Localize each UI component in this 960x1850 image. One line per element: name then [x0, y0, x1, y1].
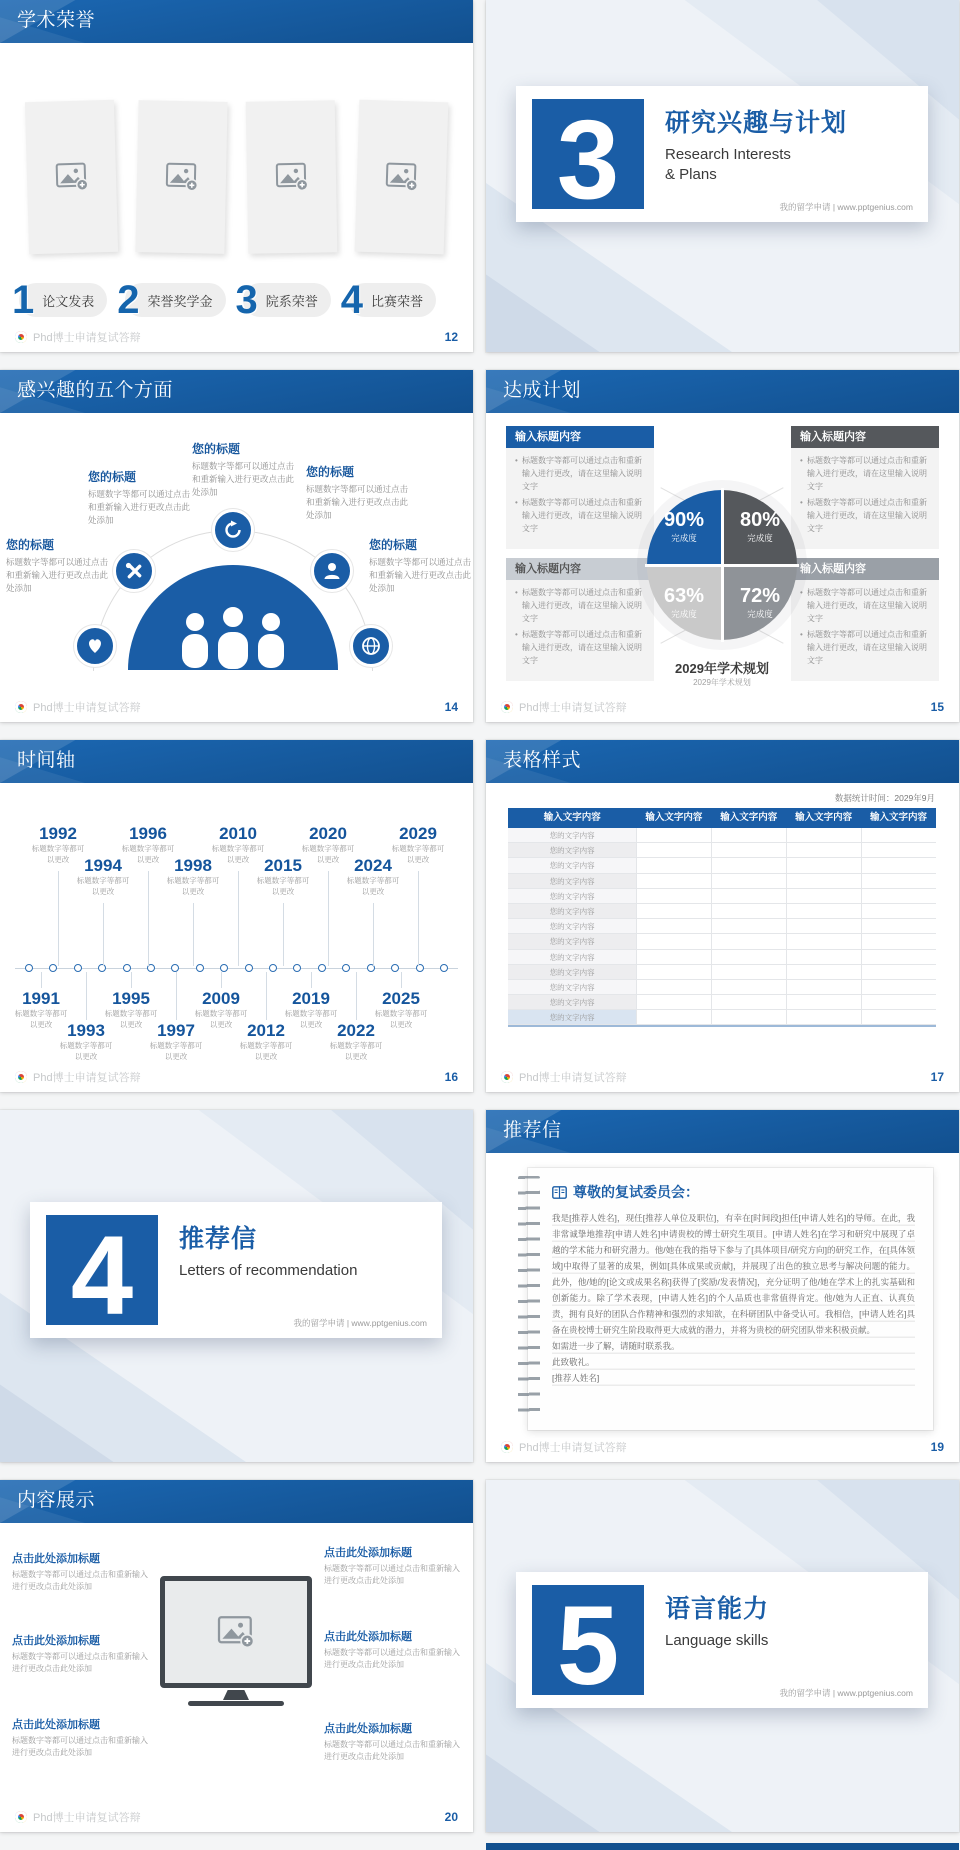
table-cell-empty — [711, 995, 786, 1009]
page-number: 12 — [444, 330, 458, 344]
plan-box-topleft: 输入标题内容 • 标题数字等都可以通过点击和重新输入进行更改，请在这里输入说明文字 • 标题数字等都可以通过点击和重新输入进行更改，请在这里输入说明文字 — [506, 426, 654, 549]
table-cell-empty — [861, 889, 936, 903]
table-row — [508, 843, 936, 858]
slide-15[interactable] — [486, 370, 959, 722]
tools-icon — [113, 550, 155, 592]
brand-text: Phd博士申请复试答辩 — [33, 332, 141, 344]
table-header-cell: 输入文字内容 — [645, 812, 703, 823]
section-card — [516, 1572, 928, 1708]
item-label: 论文发表 — [19, 283, 107, 317]
item-number: 1 — [12, 278, 35, 322]
table-cell: 您的文字内容 — [508, 828, 636, 842]
brand-text: Phd博士申请复试答辩 — [519, 1442, 627, 1454]
table-cell-empty — [711, 889, 786, 903]
slide-20[interactable] — [0, 1480, 473, 1832]
page-number: 14 — [444, 700, 458, 714]
table-cell-empty — [861, 1010, 936, 1024]
slide-footer — [501, 1069, 944, 1085]
brand-logo-icon — [15, 1071, 27, 1083]
table-cell-empty — [636, 934, 711, 948]
table-cell-empty — [636, 919, 711, 933]
tv-screen-placeholder[interactable] — [160, 1576, 312, 1688]
image-placeholder-icon — [384, 161, 419, 192]
timeline-entry: 2024 标题数字等都可以更改 — [345, 857, 401, 901]
table-cell-empty — [786, 904, 861, 918]
table-cell-empty — [711, 843, 786, 857]
table-cell-empty — [636, 965, 711, 979]
feature-label: 您的标题 标题数字等都可以通过点击和重新输入进行更改点击此处添加 — [6, 538, 109, 594]
credit-text: 我的留学申请 | www.pptgenius.com — [779, 1688, 913, 1698]
timeline-entry: 1991 标题数字等都可以更改 — [13, 990, 69, 1034]
section-number: 3 — [556, 97, 620, 223]
table-cell-empty — [711, 934, 786, 948]
slide-16[interactable] — [0, 740, 473, 1092]
feature-label: 您的标题 标题数字等都可以通过点击和重新输入进行更改点击此处添加 — [306, 465, 409, 521]
timeline-entry: 2015 标题数字等都可以更改 — [255, 857, 311, 901]
section-text — [665, 103, 914, 184]
slide-title-bar — [0, 0, 473, 43]
section-title: 语言能力 — [665, 1595, 770, 1623]
section-number-box — [532, 97, 644, 223]
data-table — [508, 808, 936, 1027]
spiral-binding — [518, 1176, 540, 1422]
item-number: 3 — [235, 278, 258, 322]
slide-12[interactable] — [0, 0, 473, 352]
photo-placeholder[interactable] — [135, 100, 227, 254]
table-cell: 您的文字内容 — [508, 980, 636, 994]
globe-icon — [350, 625, 392, 667]
section-card — [30, 1202, 442, 1338]
brand-logo-icon — [501, 1071, 513, 1083]
brand-text: Phd博士申请复试答辩 — [519, 702, 627, 714]
slide-title-bar — [486, 740, 959, 783]
table-cell-empty — [711, 980, 786, 994]
slide-title-bar — [0, 1480, 473, 1523]
section-card — [516, 86, 928, 222]
recycle-icon — [212, 509, 254, 551]
letter-salutation: 尊敬的复试委员会： — [552, 1182, 915, 1202]
feature-label: 您的标题 标题数字等都可以通过点击和重新输入进行更改点击此处添加 — [369, 538, 472, 594]
table-cell: 您的文字内容 — [508, 858, 636, 872]
plan-box-bottomleft: 输入标题内容 • 标题数字等都可以通过点击和重新输入进行更改，请在这里输入说明文字 • 标题数字等都可以通过点击和重新输入进行更改，请在这里输入说明文字 — [506, 558, 654, 681]
slide-title: 内容展示 — [17, 1490, 96, 1511]
timeline-entry: 2029 标题数字等都可以更改 — [390, 825, 446, 869]
slide-title-bar — [486, 370, 959, 413]
plan-box-bottomright: 输入标题内容 • 标题数字等都可以通过点击和重新输入进行更改，请在这里输入说明文字 • 标题数字等都可以通过点击和重新输入进行更改，请在这里输入说明文字 — [791, 558, 939, 681]
table-cell-empty — [861, 995, 936, 1009]
section-number: 4 — [70, 1213, 134, 1339]
slide-title-bar — [486, 1110, 959, 1153]
table-cell-empty — [786, 965, 861, 979]
table-cell-empty — [636, 980, 711, 994]
brand-logo-icon — [15, 1811, 27, 1823]
item-number: 4 — [340, 278, 364, 322]
table-cell-empty — [711, 874, 786, 888]
timeline-entry: 1998 标题数字等都可以更改 — [165, 857, 221, 901]
pie-label-90: 90% 完成度 — [663, 509, 705, 543]
slide-title: 感兴趣的五个方面 — [17, 380, 174, 401]
table-cell: 您的文字内容 — [508, 904, 636, 918]
table-cell-empty — [861, 904, 936, 918]
table-cell-empty — [786, 950, 861, 964]
brand-text: Phd博士申请复试答辩 — [33, 1072, 141, 1084]
feature-label: 您的标题 标题数字等都可以通过点击和重新输入进行更改点击此处添加 — [192, 442, 295, 498]
brand-text: Phd博士申请复试答辩 — [519, 1072, 627, 1084]
brand-text: Phd博士申请复试答辩 — [33, 702, 141, 714]
section-number-box — [46, 1213, 158, 1339]
table-cell-empty — [711, 919, 786, 933]
timeline-entry: 2010 标题数字等都可以更改 — [210, 825, 266, 869]
timeline-entry: 1992 标题数字等都可以更改 — [30, 825, 86, 869]
image-placeholder-icon — [274, 162, 309, 193]
table-cell: 您的文字内容 — [508, 995, 636, 1009]
letter-page — [528, 1168, 933, 1430]
slide-18[interactable] — [0, 1110, 473, 1462]
table-cell-empty — [711, 965, 786, 979]
table-cell-empty — [861, 828, 936, 842]
table-cell: 您的文字内容 — [508, 843, 636, 857]
letter-body: 我是[推荐人姓名]，现任[推荐人单位及职位]，有幸在[时间段]担任[申请人姓名]的导师。在此，我非常诚挚地推荐[申请人姓名]申请贵校的博士研究生项目。[申请人姓名]在学习和研究中展现了卓越的学术能力和研究潜力。他/她在我的指导下参与了[具体项目/研究方向]的研究工作，在[具体领域]中取得了显著的成果，例如[具体成果或贡献]，并展现了出色的独立思考与解决问题的能力。此外，他/她的[论文或成果名称]获得了[奖励/发表情况]，充分证明了他/她在学术上的扎实基础和创新能力。除了学术表现，[申请人姓名]的个人品质也非常值得肯定。他/她为人正直、认真负责，拥有良好的团队合作精神和强烈的求知欲，在科研团队中备受认可。我相信，[申请人姓名]具备在贵校博士研究生阶段取得更大成就的潜力，并将为贵校的研究团队带来积极贡献。 — [552, 1210, 915, 1338]
feature-label: 您的标题 标题数字等都可以通过点击和重新输入进行更改点击此处添加 — [88, 470, 191, 526]
table-cell-empty — [861, 858, 936, 872]
slide-19[interactable] — [486, 1110, 959, 1462]
timeline-entry: 1994 标题数字等都可以更改 — [75, 857, 131, 901]
numbered-label-4 — [340, 278, 436, 322]
letter-signature: [推荐人姓名] — [552, 1370, 915, 1386]
tv-stand-neck — [223, 1690, 249, 1700]
table-cell-empty — [711, 858, 786, 872]
table-cell-empty — [636, 950, 711, 964]
timeline-entry: 1995 标题数字等都可以更改 — [103, 990, 159, 1034]
table-row — [508, 934, 936, 949]
table-row — [508, 858, 936, 873]
table-cell-empty — [786, 995, 861, 1009]
table-row — [508, 828, 936, 843]
slide-title: 时间轴 — [17, 750, 76, 771]
image-placeholder-icon — [216, 1615, 256, 1649]
table-cell-empty — [636, 904, 711, 918]
table-cell-empty — [786, 1010, 861, 1024]
content-block: 点击此处添加标题 标题数字等都可以通过点击和重新输入进行更改点击此处添加 — [324, 1631, 460, 1669]
item-label: 荣誉奖学金 — [125, 283, 226, 317]
table-cell-empty — [861, 874, 936, 888]
table-cell: 您的文字内容 — [508, 919, 636, 933]
table-cell-empty — [861, 919, 936, 933]
table-header-cell: 输入文字内容 — [720, 812, 778, 823]
slide-footer — [15, 1069, 458, 1085]
slide-footer — [15, 699, 458, 715]
people-group-icon — [169, 606, 297, 670]
section-subtitle: Letters of recommendation — [179, 1262, 358, 1279]
person-icon — [311, 550, 353, 592]
timeline-entry: 2022 标题数字等都可以更改 — [328, 1022, 384, 1066]
slide-title: 学术荣誉 — [17, 10, 96, 31]
content-block: 点击此处添加标题 标题数字等都可以通过点击和重新输入进行更改点击此处添加 — [324, 1723, 460, 1761]
slide-14[interactable] — [0, 370, 473, 722]
table-cell: 您的文字内容 — [508, 934, 636, 948]
timeline-entry: 2012 标题数字等都可以更改 — [238, 1022, 294, 1066]
table-cell-empty — [636, 995, 711, 1009]
timeline-entry: 1997 标题数字等都可以更改 — [148, 1022, 204, 1066]
heart-icon — [74, 625, 116, 667]
brand-logo-icon — [15, 701, 27, 713]
item-label: 比赛荣誉 — [348, 283, 436, 317]
slide-footer — [501, 1439, 944, 1455]
image-placeholder-icon — [164, 162, 199, 193]
section-title: 推荐信 — [179, 1225, 258, 1253]
table-cell-empty — [636, 843, 711, 857]
slide-footer — [501, 699, 944, 715]
table-cell-empty — [711, 904, 786, 918]
section-text — [665, 1589, 914, 1651]
table-row — [508, 904, 936, 919]
photo-cards — [0, 43, 473, 253]
table-cell-empty — [786, 980, 861, 994]
table-cell-empty — [861, 950, 936, 964]
brand-logo-icon — [501, 1441, 513, 1453]
section-text — [179, 1219, 428, 1281]
content-block: 点击此处添加标题 标题数字等都可以通过点击和重新输入进行更改点击此处添加 — [12, 1635, 148, 1673]
slide-title: 达成计划 — [503, 380, 582, 401]
brand-text: Phd博士申请复试答辩 — [33, 1812, 141, 1824]
table-cell: 您的文字内容 — [508, 874, 636, 888]
timeline-entry: 1996 标题数字等都可以更改 — [120, 825, 176, 869]
numbered-label-3 — [235, 278, 331, 322]
table-row — [508, 950, 936, 965]
table-header-cell: 输入文字内容 — [543, 812, 601, 823]
table-cell-empty — [786, 889, 861, 903]
slide-17[interactable] — [486, 740, 959, 1092]
photo-placeholder[interactable] — [25, 100, 118, 254]
timeline-entry: 2025 标题数字等都可以更改 — [373, 990, 429, 1034]
letter-closing: 如需进一步了解，请随时联系我。 — [552, 1338, 915, 1354]
credit-text: 我的留学申请 | www.pptgenius.com — [293, 1318, 427, 1328]
item-label: 院系荣誉 — [243, 283, 331, 317]
content-block: 点击此处添加标题 标题数字等都可以通过点击和重新输入进行更改点击此处添加 — [12, 1719, 148, 1757]
slide-footer — [15, 329, 458, 345]
letter-regards: 此致敬礼。 — [552, 1354, 915, 1370]
table-cell-empty — [711, 828, 786, 842]
table-cell-empty — [861, 980, 936, 994]
table-cell-empty — [786, 858, 861, 872]
brand-logo-icon — [15, 331, 27, 343]
section-number-box — [532, 1583, 644, 1709]
page-number: 20 — [444, 1810, 458, 1824]
slide-13[interactable] — [486, 0, 959, 352]
page-number: 15 — [930, 700, 944, 714]
table-cell-empty — [861, 843, 936, 857]
table-row — [508, 965, 936, 980]
timeline-entry: 2020 标题数字等都可以更改 — [300, 825, 356, 869]
pie-divider — [645, 564, 799, 567]
table-cell-empty — [786, 934, 861, 948]
table-cell-empty — [636, 1010, 711, 1024]
credit-text: 我的留学申请 | www.pptgenius.com — [779, 202, 913, 212]
table-cell-empty — [636, 874, 711, 888]
slide-title-bar — [0, 740, 473, 783]
numbered-label-2 — [117, 278, 225, 322]
pie-label-72: 72% 完成度 — [739, 585, 781, 619]
table-cell-empty — [786, 874, 861, 888]
pie-label-63: 63% 完成度 — [663, 585, 705, 619]
table-row — [508, 980, 936, 995]
table-cell-empty — [636, 858, 711, 872]
section-subtitle: Research Interests & Plans — [665, 146, 791, 183]
table-header-cell: 输入文字内容 — [870, 812, 928, 823]
page-number: 17 — [930, 1070, 944, 1084]
slide-footer — [15, 1809, 458, 1825]
next-slide-edge — [486, 1843, 959, 1850]
table-row — [508, 1010, 936, 1025]
slide-title: 表格样式 — [503, 750, 582, 771]
item-number: 2 — [117, 278, 140, 322]
pie-label-80: 80% 完成度 — [739, 509, 781, 543]
numbered-label-1 — [12, 278, 107, 322]
table-cell: 您的文字内容 — [508, 1010, 636, 1024]
timeline-entry: 2009 标题数字等都可以更改 — [193, 990, 249, 1034]
table-header-cell: 输入文字内容 — [795, 812, 853, 823]
timeline-entry: 1993 标题数字等都可以更改 — [58, 1022, 114, 1066]
slide-title-bar — [0, 370, 473, 413]
table-cell: 您的文字内容 — [508, 965, 636, 979]
chart-subcaption: 2029年学术规划 — [693, 678, 751, 687]
page-number: 19 — [930, 1440, 944, 1454]
table-cell-empty — [786, 843, 861, 857]
table-cell-empty — [786, 828, 861, 842]
content-block: 点击此处添加标题 标题数字等都可以通过点击和重新输入进行更改点击此处添加 — [12, 1553, 148, 1591]
table-row — [508, 995, 936, 1010]
section-title: 研究兴趣与计划 — [665, 109, 848, 137]
table-cell-empty — [636, 889, 711, 903]
brand-logo-icon — [501, 701, 513, 713]
numbered-labels — [0, 278, 473, 322]
tv-stand-base — [188, 1701, 284, 1706]
table-header-row — [508, 808, 936, 828]
table-cell: 您的文字内容 — [508, 950, 636, 964]
slide-title: 推荐信 — [503, 1120, 562, 1141]
content-block: 点击此处添加标题 标题数字等都可以通过点击和重新输入进行更改点击此处添加 — [324, 1547, 460, 1585]
document-icon — [552, 1186, 567, 1199]
table-cell-empty — [861, 934, 936, 948]
page-number: 16 — [444, 1070, 458, 1084]
slide-21[interactable] — [486, 1480, 959, 1832]
timeline-dots — [25, 964, 448, 972]
photo-placeholder[interactable] — [355, 100, 449, 255]
table-cell-empty — [636, 828, 711, 842]
image-placeholder-icon — [54, 162, 89, 193]
stat-note: 数据统计时间：2029年9月 — [834, 793, 935, 803]
table-cell-empty — [861, 965, 936, 979]
table-cell: 您的文字内容 — [508, 889, 636, 903]
photo-placeholder[interactable] — [246, 100, 338, 254]
chart-caption: 2029年学术规划 — [675, 661, 769, 676]
section-subtitle: Language skills — [665, 1632, 769, 1649]
table-cell-empty — [786, 919, 861, 933]
plan-box-topright: 输入标题内容 • 标题数字等都可以通过点击和重新输入进行更改，请在这里输入说明文字 • 标题数字等都可以通过点击和重新输入进行更改，请在这里输入说明文字 — [791, 426, 939, 549]
table-cell-empty — [711, 1010, 786, 1024]
section-number: 5 — [556, 1583, 620, 1709]
table-row — [508, 889, 936, 904]
timeline-entry: 2019 标题数字等都可以更改 — [283, 990, 339, 1034]
table-row — [508, 874, 936, 889]
table-row — [508, 919, 936, 934]
table-cell-empty — [711, 950, 786, 964]
